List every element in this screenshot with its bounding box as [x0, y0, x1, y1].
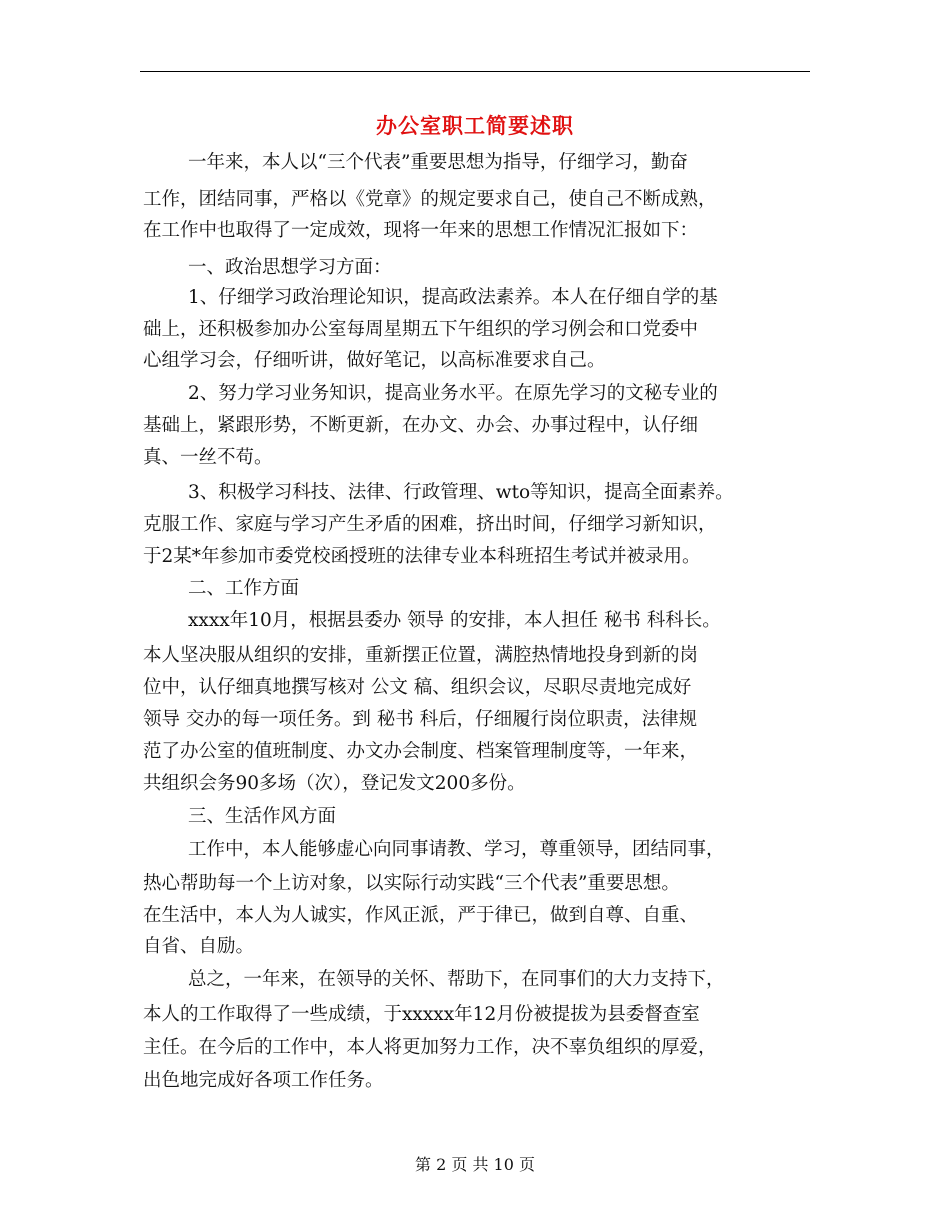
text-line: 础上，还积极参加办公室每周星期五下午组织的学习例会和口党委中	[143, 319, 699, 340]
text-line: 总之，一年来，在领导的关怀、帮助下，在同事们的大力支持下，	[188, 969, 725, 990]
text-line: 克服工作、家庭与学习产生矛盾的困难，挤出时间，仔细学习新知识，	[143, 514, 717, 535]
text-line: 于2某*年参加市委党校函授班的法律专业本科班招生考试并被录用。	[143, 546, 701, 567]
text-line: 本人的工作取得了一些成绩，于xxxxx年12月份被提拔为县委督查室	[143, 1004, 700, 1025]
text-line: 本人坚决服从组织的安排，重新摆正位置，满腔热情地投身到新的岗	[143, 645, 699, 666]
text-line: 热心帮助每一个上访对象，以实际行动实践“三个代表”重要思想。	[143, 873, 680, 894]
text-line: 一年来，本人以“三个代表”重要思想为指导，仔细学习，勤奋	[188, 152, 688, 173]
section-heading: 二、工作方面	[188, 578, 300, 599]
section-heading: 三、生活作风方面	[188, 806, 337, 827]
text-line: 共组织会务90多场（次），登记发文200多份。	[143, 773, 526, 794]
document-title: 办公室职工简要述职	[376, 113, 574, 138]
text-line: 2、努力学习业务知识，提高业务水平。在原先学习的文秘专业的	[188, 383, 718, 404]
text-line: 在生活中，本人为人诚实，作风正派，严于律已，做到自尊、自重、	[143, 905, 699, 926]
section-heading: 一、政治思想学习方面：	[188, 257, 392, 278]
text-line: 1、仔细学习政治理论知识，提高政法素养。本人在仔细自学的基	[188, 287, 718, 308]
text-line: 范了办公室的值班制度、办文办会制度、档案管理制度等，一年来，	[143, 741, 699, 762]
text-line: 真、一丝不苟。	[143, 447, 273, 468]
text-line: 领导 交办的每一项任务。到 秘书 科后，仔细履行岗位职责，法律规	[143, 709, 698, 730]
text-line: 位中，认仔细真地撰写核对 公文 稿、组织会议，尽职尽责地完成好	[143, 677, 692, 698]
text-line: 心组学习会，仔细听讲，做好笔记，以高标准要求自己。	[143, 350, 606, 371]
text-line: xxxx年10月，根据县委办 领导 的安排，本人担任 秘书 科科长。	[188, 610, 721, 631]
page-number: 第 2 页 共 10 页	[415, 1155, 535, 1174]
text-line: 出色地完成好各项工作任务。	[143, 1070, 384, 1091]
text-line: 基础上，紧跟形势，不断更新，在办文、办会、办事过程中，认仔细	[143, 415, 699, 436]
header-rule	[140, 71, 810, 72]
text-line: 自省、自励。	[143, 936, 255, 957]
text-line: 在工作中也取得了一定成效，现将一年来的思想工作情况汇报如下：	[143, 220, 699, 241]
text-line: 工作中，本人能够虚心向同事请教、学习，尊重领导，团结同事，	[188, 839, 725, 860]
text-line: 工作，团结同事，严格以《党章》的规定要求自己，使自己不断成熟，	[143, 189, 717, 210]
text-line: 主任。在今后的工作中，本人将更加努力工作，决不辜负组织的厚爱，	[143, 1037, 717, 1058]
text-line: 3、积极学习科技、法律、行政管理、wto等知识，提高全面素养。	[188, 482, 734, 503]
